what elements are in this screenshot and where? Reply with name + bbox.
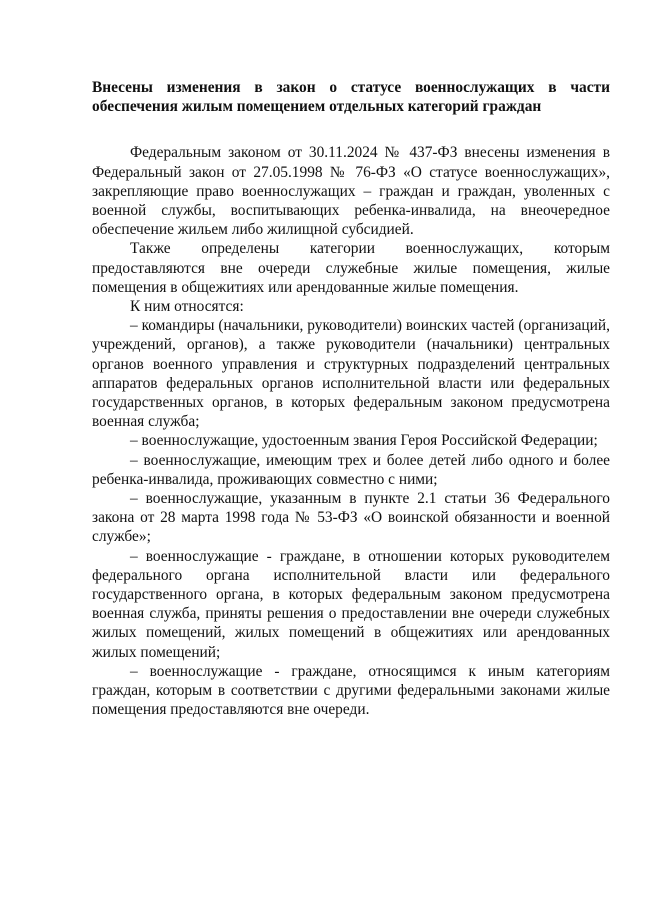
list-item-article-36: – военнослужащие, указанным в пункте 2.1 статьи 36 Федерального закона от 28 марта 1998 года № 53-ФЗ «О воинской обязанности и военной службе»;	[92, 490, 610, 546]
document-title	[92, 78, 610, 116]
list-item-large-families: – военнослужащие, имеющим трех и более детей либо одного и более ребенка-инвалида, проживающих совместно с ними;	[92, 451, 610, 488]
list-item-agency-decisions: – военнослужащие - граждане, в отношении которых руководителем федерального органа исполнительной власти или федерального государственного органа, в которых федеральным законом предусмотрена военная служба, приняты решения о предоставлении вне очереди служебных жилых помещений, жилых помещений в общежитиях или арендованных жилых помещений;	[92, 547, 610, 661]
title-line-2: обеспечения жилым помещением отдельных категорий граждан	[92, 98, 542, 116]
list-item-commanders: – командиры (начальники, руководители) воинских частей (организаций, учреждений, органов), а также руководители (начальники) центральных органов военного управления и структурных подразделений центральных аппаратов федеральных органов исполнительной власти или федеральных государственных органов, в которых федеральным законом предусмотрена военная служба;	[92, 317, 610, 431]
paragraph-intro: Федеральным законом от 30.11.2024 № 437-ФЗ внесены изменения в Федеральный закон от 27.05.1998 № 76-ФЗ «О статусе военнослужащих», закрепляющие право военнослужащих – граждан и граждан, уволенных с военной службы, воспитывающих ребенка-инвалида, на внеочередное обеспечение жильем либо жилищной субсидией.	[92, 144, 610, 239]
document-body	[92, 143, 610, 719]
list-item-other-categories: – военнослужащие - граждане, относящимся к иным категориям граждан, которым в соответствии с другими федеральными законами жилые помещения предоставляются вне очереди.	[92, 662, 610, 719]
title-line-1: Внесены изменения в закон о статусе военнослужащих в части	[92, 79, 610, 96]
document-page	[92, 78, 610, 720]
paragraph-list-intro: К ним относятся:	[130, 298, 244, 316]
paragraph-categories: Также определены категории военнослужащих, которым предоставляются вне очереди служебные жилые помещения, жилые помещения в общежитиях или арендованные жилые помещения.	[92, 240, 610, 296]
list-item-heroes: – военнослужащие, удостоенным звания Героя Российской Федерации;	[130, 432, 598, 450]
